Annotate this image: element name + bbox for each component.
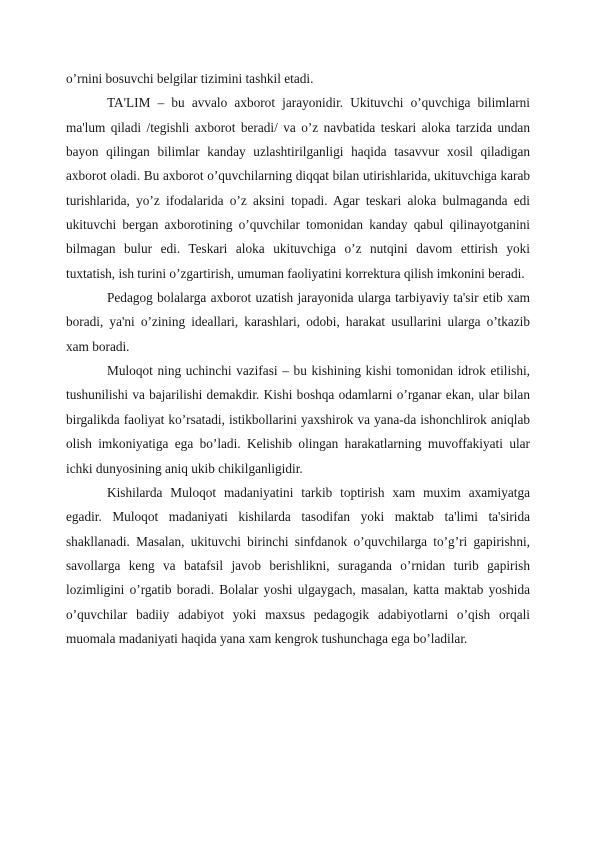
paragraph-pedagog: Pedagog bolalarga axborot uzatish jarayonida ularga tarbiyaviy ta'sir etib xam boradi, ya'ni o’zining ideallari, karashlari, odobi, harakat usullarini ularga o’tkazib xam boradi. [66, 290, 530, 354]
paragraph-talim: TA'LIM – bu avvalo axborot jarayonidir. Ukituvchi o’quvchiga bilimlarni ma'lum qiladi /tegishli axborot beradi/ va o’z navbatida teskari aloka tarzida undan bayon qilingan bilimlar kanday uzlashtirilganligi haqida tasavvur xosil qiladigan axborot oladi. Bu axborot o’quvchilarning diqqat bilan utirishlarida, ukituvchiga karab turishlarida, yo’z ifodalarida o’z aksini topadi. Agar teskari aloka bulmaganda edi ukituvchi bergan axborotining o’quvchilar tomonidan kanday qabul qilinayotganini bilmagan bulur edi. Teskari aloka ukituvchiga o’z nutqini davom ettirish yoki tuxtatish, ish turini o’zgartirish, umuman faoliyatini korrektura qilish imkonini beradi. [66, 95, 530, 281]
document-page [66, 67, 530, 651]
paragraph-muloqot-third-function: Muloqot ning uchinchi vazifasi – bu kishining kishi tomonidan idrok etilishi, tushunilishi va bajarilishi demakdir. Kishi boshqa odamlarni o’rganar ekan, ular bilan birgalikda faoliyat ko’rsatadi, istikbollarini yaxshirok va yana-da ishonchlirok aniqlab olish imkoniyatiga ega bo’ladi. Kelishib olingan harakatlarning muvoffakiyati ular ichki dunyosining aniq ukib chikilganligidir. [66, 363, 530, 476]
paragraph-muloqot-culture: Kishilarda Muloqot madaniyatini tarkib toptirish xam muxim axamiyatga egadir. Muloqot madaniyati kishilarda tasodifan yoki maktab ta'limi ta'sirida shakllanadi. Masalan, ukituvchi birinchi sinfdanok o’quvchilarga to’g’ri gapirishni, savollarga keng va batafsil javob berishlikni, suraganda o’rnidan turib gapirish lozimligini o’rgatib boradi. Bolalar yoshi ulgaygach, masalan, katta maktab yoshida o’quvchilar badiiy adabiyot yoki maxsus pedagogik adabiyotlarni o’qish orqali muomala madaniyati haqida yana xam kengrok tushunchaga ega bo’ladilar. [66, 484, 530, 646]
paragraph-continuation: o’rnini bosuvchi belgilar tizimini tashkil etadi. [66, 71, 314, 86]
